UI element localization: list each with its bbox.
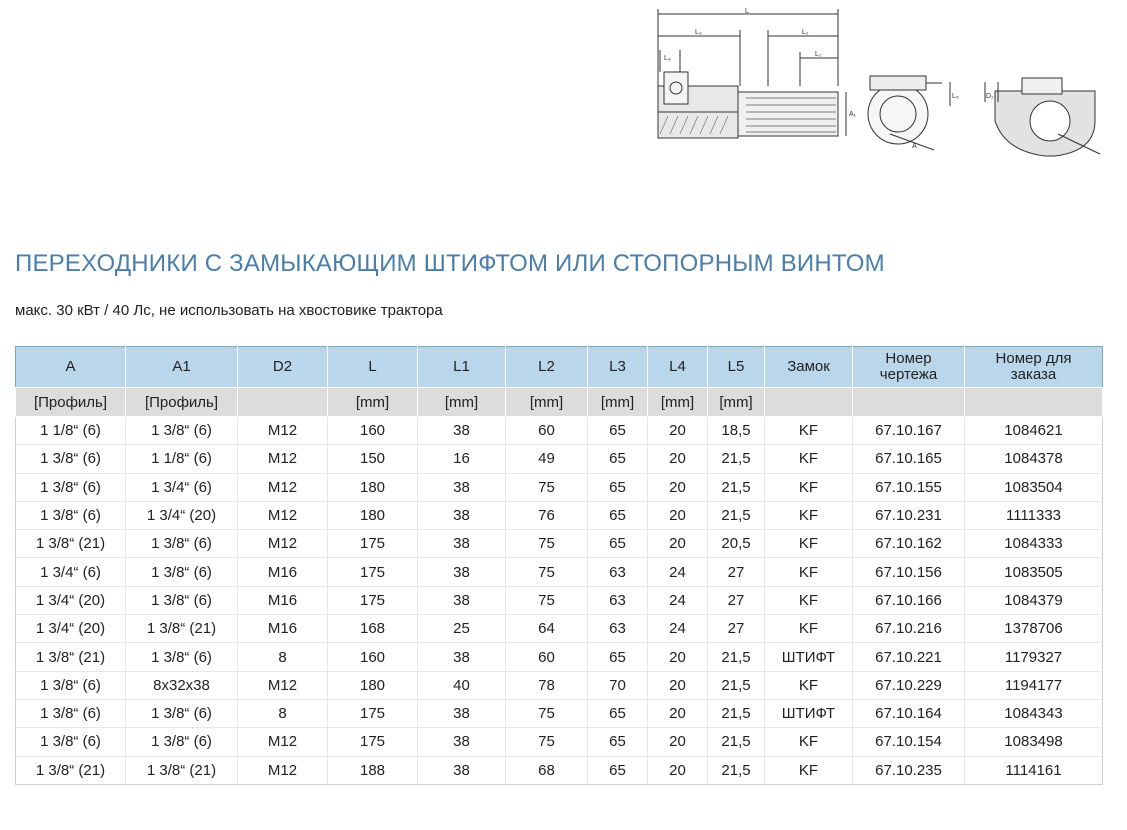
table-cell: 67.10.164 — [853, 699, 965, 727]
table-cell: 20 — [648, 728, 708, 756]
unit-cell: [mm] — [588, 388, 648, 417]
table-cell: KF — [765, 615, 853, 643]
dim-label-a: A — [912, 143, 917, 150]
table-cell: 1084333 — [965, 530, 1103, 558]
table-cell: 8x32x38 — [126, 671, 238, 699]
table-cell: M12 — [238, 473, 328, 501]
table-row — [16, 558, 1103, 586]
table-cell: 67.10.155 — [853, 473, 965, 501]
table-cell: 75 — [506, 699, 588, 727]
dim-label-l3: L₃ — [695, 29, 702, 36]
table-cell: 25 — [418, 615, 506, 643]
table-cell: 1 3/8“ (6) — [16, 728, 126, 756]
table-row — [16, 756, 1103, 784]
table-cell: 18,5 — [708, 417, 765, 445]
table-cell: 65 — [588, 417, 648, 445]
table-cell: 1378706 — [965, 615, 1103, 643]
table-cell: 175 — [328, 558, 418, 586]
table-cell: 175 — [328, 530, 418, 558]
table-cell: 20 — [648, 699, 708, 727]
page-title: ПЕРЕХОДНИКИ С ЗАМЫКАЮЩИМ ШТИФТОМ ИЛИ СТОПОРНЫМ ВИНТОМ — [15, 250, 885, 277]
table-cell: 1084379 — [965, 586, 1103, 614]
table-cell: 38 — [418, 586, 506, 614]
table-cell: 65 — [588, 728, 648, 756]
table-cell: 175 — [328, 586, 418, 614]
table-cell: 75 — [506, 728, 588, 756]
table-cell: 21,5 — [708, 643, 765, 671]
unit-cell: [mm] — [328, 388, 418, 417]
table-cell: 65 — [588, 530, 648, 558]
table-cell: 168 — [328, 615, 418, 643]
table-cell: 75 — [506, 473, 588, 501]
column-header: D2 — [238, 347, 328, 388]
table-cell: 1 1/8“ (6) — [126, 445, 238, 473]
table-cell: 68 — [506, 756, 588, 784]
table-cell: 1 3/8“ (6) — [16, 473, 126, 501]
table-cell: M16 — [238, 586, 328, 614]
table-cell: 20 — [648, 417, 708, 445]
unit-cell: [mm] — [708, 388, 765, 417]
table-cell: 20 — [648, 530, 708, 558]
table-cell: 180 — [328, 473, 418, 501]
table-cell: 1 3/8“ (6) — [126, 728, 238, 756]
table-cell: 64 — [506, 615, 588, 643]
table-cell: 1 3/4“ (20) — [16, 586, 126, 614]
table-cell: KF — [765, 756, 853, 784]
unit-cell — [853, 388, 965, 417]
table-body — [16, 417, 1103, 785]
table-cell: 67.10.231 — [853, 501, 965, 529]
table-cell: 75 — [506, 586, 588, 614]
table-cell: 67.10.221 — [853, 643, 965, 671]
table-cell: 20 — [648, 671, 708, 699]
table-cell: 1179327 — [965, 643, 1103, 671]
table-row — [16, 728, 1103, 756]
table-cell: 1084378 — [965, 445, 1103, 473]
table-cell: 1 3/8“ (6) — [16, 699, 126, 727]
unit-cell — [965, 388, 1103, 417]
table-cell: 38 — [418, 473, 506, 501]
dim-label-l1: L₁ — [815, 51, 822, 58]
table-cell: 75 — [506, 558, 588, 586]
table-row — [16, 643, 1103, 671]
table-cell: 27 — [708, 558, 765, 586]
column-header: L3 — [588, 347, 648, 388]
table-cell: 70 — [588, 671, 648, 699]
table-cell: 78 — [506, 671, 588, 699]
table-cell: KF — [765, 728, 853, 756]
column-header: A1 — [126, 347, 238, 388]
table-cell: 1194177 — [965, 671, 1103, 699]
table-cell: 63 — [588, 558, 648, 586]
table-cell: KF — [765, 417, 853, 445]
table-cell: KF — [765, 445, 853, 473]
table-cell: 65 — [588, 473, 648, 501]
table-cell: 8 — [238, 643, 328, 671]
table-cell: 1083498 — [965, 728, 1103, 756]
column-header: L5 — [708, 347, 765, 388]
unit-cell — [238, 388, 328, 417]
table-cell: 67.10.165 — [853, 445, 965, 473]
table-cell: 49 — [506, 445, 588, 473]
column-header: Номер для заказа — [965, 347, 1103, 388]
table-cell: M16 — [238, 615, 328, 643]
table-cell: 38 — [418, 699, 506, 727]
table-cell: 21,5 — [708, 501, 765, 529]
table-cell: 150 — [328, 445, 418, 473]
column-header: L4 — [648, 347, 708, 388]
table-cell: 38 — [418, 728, 506, 756]
table-row — [16, 586, 1103, 614]
table-cell: 38 — [418, 501, 506, 529]
table-cell: M12 — [238, 501, 328, 529]
table-cell: KF — [765, 501, 853, 529]
table-cell: 38 — [418, 558, 506, 586]
column-header: Номер чертежа — [853, 347, 965, 388]
dim-label-l: L — [745, 8, 749, 15]
table-cell: 27 — [708, 586, 765, 614]
table-cell: 175 — [328, 728, 418, 756]
unit-cell: [mm] — [506, 388, 588, 417]
dim-label-d2: D₂ — [986, 93, 994, 100]
column-header: L2 — [506, 347, 588, 388]
table-cell: 1 3/8“ (6) — [126, 699, 238, 727]
table-cell: 1 3/8“ (6) — [126, 586, 238, 614]
table-cell: 60 — [506, 643, 588, 671]
table-cell: 1 3/8“ (6) — [16, 671, 126, 699]
table-cell: 67.10.216 — [853, 615, 965, 643]
table-row — [16, 530, 1103, 558]
table-cell: 1 1/8“ (6) — [16, 417, 126, 445]
table-cell: 21,5 — [708, 473, 765, 501]
table-cell: KF — [765, 558, 853, 586]
table-cell: 21,5 — [708, 728, 765, 756]
table-cell: ШТИФТ — [765, 699, 853, 727]
table-cell: 1 3/8“ (21) — [126, 756, 238, 784]
table-cell: 20 — [648, 643, 708, 671]
table-cell: 1084621 — [965, 417, 1103, 445]
table-cell: 1 3/8“ (6) — [16, 501, 126, 529]
table-cell: 65 — [588, 699, 648, 727]
table-cell: 1 3/8“ (6) — [126, 643, 238, 671]
unit-cell: [mm] — [418, 388, 506, 417]
table-cell: 20 — [648, 501, 708, 529]
table-cell: 180 — [328, 501, 418, 529]
table-cell: 27 — [708, 615, 765, 643]
spec-table — [15, 346, 1103, 785]
table-row — [16, 473, 1103, 501]
table-cell: M12 — [238, 530, 328, 558]
table-cell: 1 3/8“ (21) — [126, 615, 238, 643]
table-cell: 20 — [648, 473, 708, 501]
table-cell: 1083505 — [965, 558, 1103, 586]
table-cell: 8 — [238, 699, 328, 727]
table-cell: 67.10.167 — [853, 417, 965, 445]
table-cell: M12 — [238, 671, 328, 699]
unit-cell: [Профиль] — [126, 388, 238, 417]
table-row — [16, 671, 1103, 699]
table-cell: 67.10.235 — [853, 756, 965, 784]
table-cell: M12 — [238, 445, 328, 473]
technical-drawing — [650, 6, 1120, 166]
table-cell: M16 — [238, 558, 328, 586]
dim-label-l5: L₅ — [952, 93, 959, 100]
table-cell: 21,5 — [708, 445, 765, 473]
table-cell: 1 3/4“ (20) — [16, 615, 126, 643]
table-row — [16, 699, 1103, 727]
table-cell: 1 3/8“ (6) — [126, 558, 238, 586]
table-cell: 188 — [328, 756, 418, 784]
table-row — [16, 445, 1103, 473]
table-header-row — [16, 347, 1103, 388]
table-cell: 160 — [328, 417, 418, 445]
table-cell: 67.10.162 — [853, 530, 965, 558]
table-cell: 1 3/8“ (21) — [16, 756, 126, 784]
table-cell: 20 — [648, 445, 708, 473]
column-header: Замок — [765, 347, 853, 388]
table-cell: KF — [765, 671, 853, 699]
table-cell: 38 — [418, 530, 506, 558]
table-cell: M12 — [238, 756, 328, 784]
table-cell: 24 — [648, 558, 708, 586]
table-cell: 1 3/8“ (6) — [126, 417, 238, 445]
table-row — [16, 615, 1103, 643]
table-row — [16, 417, 1103, 445]
column-header: L1 — [418, 347, 506, 388]
table-cell: 63 — [588, 586, 648, 614]
page-subtitle: макс. 30 кВт / 40 Лс, не использовать на хвостовике трактора — [15, 302, 443, 319]
table-cell: 1 3/4“ (6) — [16, 558, 126, 586]
table-cell: 65 — [588, 756, 648, 784]
table-units-row — [16, 388, 1103, 417]
table-cell: 63 — [588, 615, 648, 643]
table-cell: 67.10.156 — [853, 558, 965, 586]
unit-cell — [765, 388, 853, 417]
table-cell: 1 3/4“ (6) — [126, 473, 238, 501]
table-cell: KF — [765, 530, 853, 558]
table-cell: 65 — [588, 643, 648, 671]
table-cell: 1 3/8“ (21) — [16, 643, 126, 671]
table-cell: 1114161 — [965, 756, 1103, 784]
table-cell: 21,5 — [708, 671, 765, 699]
table-cell: 24 — [648, 615, 708, 643]
table-cell: 1 3/8“ (6) — [16, 445, 126, 473]
table-cell: 20 — [648, 756, 708, 784]
table-cell: 21,5 — [708, 699, 765, 727]
table-cell: M12 — [238, 728, 328, 756]
table-cell: 1084343 — [965, 699, 1103, 727]
table-cell: 1083504 — [965, 473, 1103, 501]
dim-label-a1: A₁ — [849, 111, 857, 118]
table-cell: KF — [765, 586, 853, 614]
table-cell: 20,5 — [708, 530, 765, 558]
table-cell: 1 3/8“ (21) — [16, 530, 126, 558]
table-cell: 175 — [328, 699, 418, 727]
table-cell: 38 — [418, 756, 506, 784]
table-cell: 180 — [328, 671, 418, 699]
table-cell: 24 — [648, 586, 708, 614]
table-row — [16, 501, 1103, 529]
table-cell: 65 — [588, 445, 648, 473]
table-cell: 40 — [418, 671, 506, 699]
dim-label-l4: L₄ — [664, 55, 671, 62]
table-cell: 67.10.154 — [853, 728, 965, 756]
table-cell: 16 — [418, 445, 506, 473]
table-cell: 76 — [506, 501, 588, 529]
table-cell: ШТИФТ — [765, 643, 853, 671]
table-cell: 160 — [328, 643, 418, 671]
dim-label-l2: L₂ — [802, 29, 809, 36]
unit-cell: [Профиль] — [16, 388, 126, 417]
table-cell: 67.10.166 — [853, 586, 965, 614]
table-cell: 1 3/4“ (20) — [126, 501, 238, 529]
unit-cell: [mm] — [648, 388, 708, 417]
table-cell: 67.10.229 — [853, 671, 965, 699]
table-cell: 75 — [506, 530, 588, 558]
table-cell: 21,5 — [708, 756, 765, 784]
column-header: A — [16, 347, 126, 388]
table-cell: 1111333 — [965, 501, 1103, 529]
column-header: L — [328, 347, 418, 388]
table-cell: 60 — [506, 417, 588, 445]
table-cell: 38 — [418, 643, 506, 671]
table-cell: 65 — [588, 501, 648, 529]
table-cell: KF — [765, 473, 853, 501]
table-cell: M12 — [238, 417, 328, 445]
table-cell: 1 3/8“ (6) — [126, 530, 238, 558]
table-cell: 38 — [418, 417, 506, 445]
